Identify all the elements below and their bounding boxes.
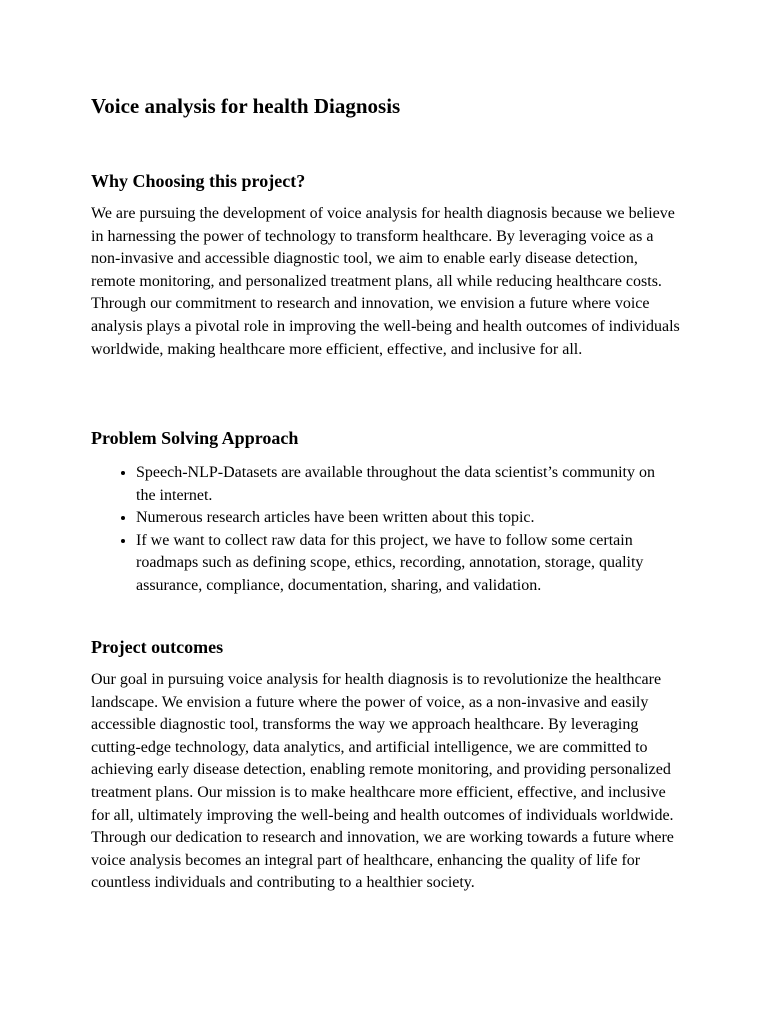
document-title: Voice analysis for health Diagnosis (91, 94, 401, 118)
section-body-outcomes: Our goal in pursuing voice analysis for health diagnosis is to revolutionize the healthcare landscape. We envision a future where the power of voice, as a non-invasive and easily accessible diagnostic tool, transforms the way we approach healthcare. By leveraging cutting-edge technology, data analytics, and artificial intelligence, we are committed to achieving early disease detection, enabling remote monitoring, and providing personalized treatment plans. Our mission is to make healthcare more efficient, effective, and inclusive for all, ultimately improving the well-being and health outcomes of individuals worldwide. Through our dedication to research and innovation, we are working towards a future where voice analysis becomes an integral part of healthcare, enhancing the quality of life for countless individuals and contributing to a healthier society. (91, 671, 674, 892)
section-heading-outcomes: Project outcomes (91, 637, 224, 657)
list-item: • If we want to collect raw data for this project, we have to follow some certain roadmaps such as defining scope, ethics, recording, annotation, storage, quality assurance, compliance, documentation, sharing, and validation. (136, 530, 656, 598)
section-body-why: We are pursuing the development of voice analysis for health diagnosis because we believe in harnessing the power of technology to transform healthcare. By leveraging voice as a non-invasive and accessible diagnostic tool, we aim to enable early disease detection, remote monitoring, and personalized treatment plans, all while reducing healthcare costs. Through our commitment to research and innovation, we envision a future where voice analysis plays a pivotal role in improving the well-being and health outcomes of individuals worldwide, making healthcare more efficient, effective, and inclusive for all. (91, 205, 680, 358)
section-heading-approach: Problem Solving Approach (91, 428, 299, 448)
list-item: • Numerous research articles have been written about this topic. (136, 507, 656, 530)
list-item: • Speech-NLP-Datasets are available throughout the data scientist’s community on the internet. (136, 462, 656, 507)
approach-list (91, 462, 656, 598)
section-heading-why: Why Choosing this project? (91, 171, 306, 191)
